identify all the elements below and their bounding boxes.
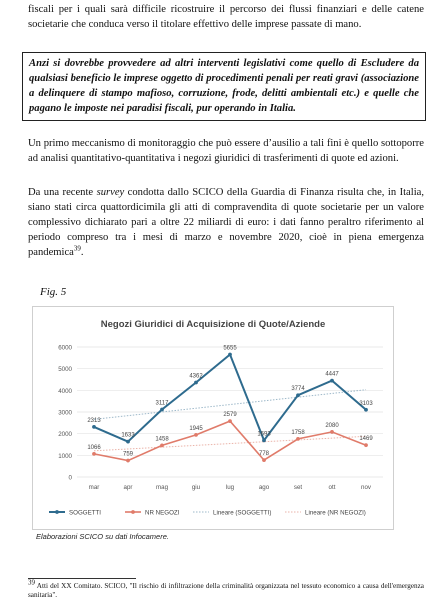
y-tick-label: 0 (68, 474, 72, 482)
line-chart (32, 306, 394, 530)
survey-text-body: condotta dallo SCICO della Guardia di Finanza risulta che, in Italia, siano stati circa quattordicimila gli atti di compravendita di quote societarie per un valore complessivo dichiarato pari a oltre 22 miliardi di euro: i dati fanno peraltro riferimento al periodo compreso tra i mesi di marzo e novembre 2020, cioè in piena emergenza pandemica (28, 187, 424, 258)
x-axis (89, 484, 372, 491)
data-label: 1633 (121, 432, 135, 439)
data-point (364, 408, 368, 412)
data-point (364, 443, 368, 447)
data-label: 1458 (155, 436, 169, 443)
chart-title: Negozi Giuridici di Acquisizione di Quote/Aziende (100, 319, 326, 330)
data-label: 4362 (189, 373, 203, 380)
trendline (94, 436, 366, 450)
y-tick-label: 1000 (58, 452, 72, 460)
footnote-number: 39 (28, 578, 35, 587)
legend-label: Lineare (NR NEGOZI) (305, 509, 366, 517)
x-tick-label: set (293, 484, 303, 491)
figure-label: Fig. 5 (40, 286, 67, 298)
data-label: 4447 (325, 371, 339, 378)
legend-label: Lineare (SOGGETTI) (213, 509, 272, 517)
legend-label: NR NEGOZI (145, 509, 180, 517)
data-label: 1066 (87, 444, 101, 451)
data-point (194, 381, 198, 385)
data-point (296, 437, 300, 441)
data-label: 1693 (257, 431, 271, 438)
data-point (262, 458, 266, 462)
x-tick-label: apr (123, 484, 133, 491)
legend-label: SOGGETTI (69, 509, 101, 517)
legend-marker (131, 510, 135, 514)
data-label: 5655 (223, 345, 237, 352)
data-point (330, 430, 334, 434)
y-tick-label: 3000 (58, 409, 72, 417)
footnote-text: Atti del XX Comitato. SCICO, "Il rischio di infiltrazione della criminalità organizzata nel tessuto economico a causa dell'emergenza sanitaria". (28, 582, 424, 599)
data-point (262, 438, 266, 442)
x-tick-label: ott (328, 484, 336, 491)
survey-text-end: . (80, 247, 84, 258)
footnote-divider (28, 578, 136, 579)
x-tick-label: ago (258, 484, 270, 491)
data-label: 3117 (155, 400, 169, 407)
data-point (228, 419, 232, 423)
intro-paragraph: fiscali per i quali sarà difficile ricostruire il percorso dei flussi finanziari e delle catene societarie che conduca verso il titolare effettivo delle imprese passate di mano. (28, 4, 424, 30)
survey-text-start: Da una recente (28, 187, 97, 198)
highlight-box (22, 52, 426, 121)
monitoring-paragraph: Un primo meccanismo di monitoraggio che può essere d’ausilio a tali fini è quello sottoporre ad analisi quantitativo-quantitativa i negozi giuridici di trasferimenti di quote ed azioni. (28, 138, 424, 164)
chart-svg (33, 307, 393, 529)
data-label: 1758 (291, 429, 305, 436)
x-tick-label: giu (191, 484, 201, 491)
highlight-text: Anzi si dovrebbe provvedere ad altri interventi legislativi come quello di Escludere da qualsiasi beneficio le imprese oggetto di procedimenti penali per reati gravi (associazione a delinquere di stampo mafioso, corruzione, frode, delitti ambientali etc.) e quelle che pagano le imposte nei paradisi fiscali, pur operando in Italia. (29, 58, 419, 114)
data-point (330, 379, 334, 383)
data-point (228, 353, 232, 357)
series-lines (92, 353, 368, 463)
data-label: 2313 (87, 417, 101, 424)
x-tick-label: mag (155, 484, 169, 491)
y-axis (58, 345, 72, 482)
data-point (126, 440, 130, 444)
data-label: 759 (122, 451, 134, 458)
data-point (194, 433, 198, 437)
data-point (92, 425, 96, 429)
x-tick-label: lug (225, 484, 235, 491)
y-tick-label: 6000 (58, 344, 72, 352)
data-label: 1469 (359, 436, 373, 443)
x-tick-label: nov (361, 484, 371, 491)
data-label: 1945 (189, 425, 203, 432)
data-point (296, 393, 300, 397)
y-tick-label: 4000 (58, 387, 72, 395)
data-label: 778 (258, 451, 270, 458)
data-label: 3103 (359, 400, 373, 407)
data-point (92, 452, 96, 456)
y-tick-label: 2000 (58, 431, 72, 439)
survey-paragraph (28, 185, 424, 260)
data-label: 2080 (325, 422, 339, 429)
survey-term: survey (96, 187, 125, 198)
data-label: 3774 (291, 386, 305, 393)
footnote (28, 578, 424, 600)
source-note: Elaborazioni SCICO su dati Infocamere. (36, 532, 169, 541)
y-tick-label: 5000 (58, 366, 72, 374)
x-tick-label: mar (88, 484, 100, 491)
data-point (160, 444, 164, 448)
data-label: 2579 (223, 412, 237, 419)
data-point (160, 408, 164, 412)
chart-legend (49, 510, 366, 517)
footnote-ref[interactable]: 39 (73, 244, 81, 253)
legend-marker (55, 510, 59, 514)
data-point (126, 459, 130, 463)
